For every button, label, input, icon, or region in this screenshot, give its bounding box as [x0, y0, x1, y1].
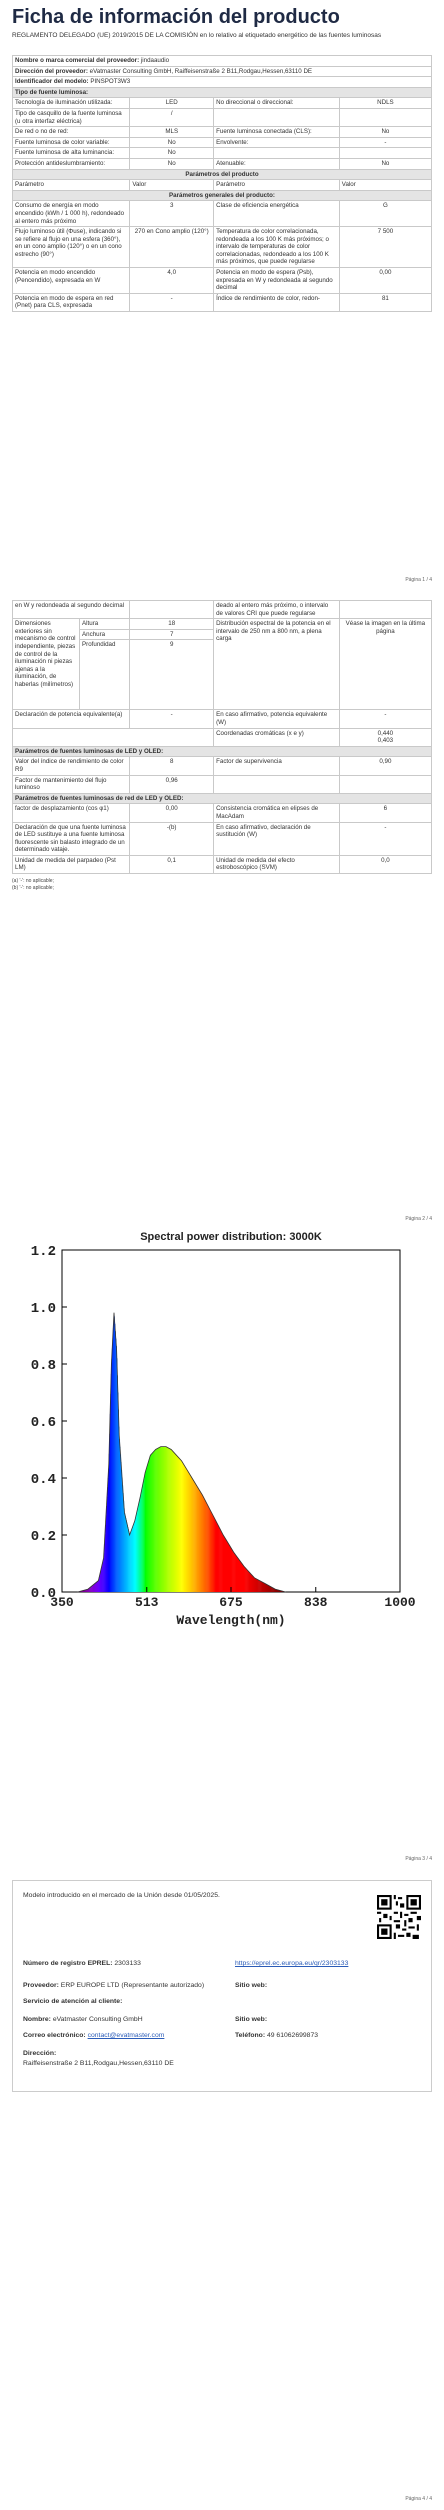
equiv-label: Declaración de potencia equivalente(a)	[13, 710, 130, 728]
param-label: Consumo de energía en modo encendido (kWh / 1 000 h), redondeado al entero más próximo	[13, 201, 130, 227]
address-label: Dirección:	[23, 2050, 57, 2057]
dims-label: Dimensiones exteriores sin mecanismo de control independiente, piezas de control de la iluminación ni piezas ajenas a la iluminación, de haberlas (milímetros)	[13, 619, 80, 710]
eprel-link[interactable]: https://eprel.ec.europa.eu/qr/2303133	[235, 1960, 349, 1967]
params-header: Parámetros del producto	[13, 169, 432, 180]
col-value-2: Valor	[339, 180, 431, 191]
param-value: No	[339, 158, 431, 169]
dims-row-1	[13, 619, 432, 630]
dim-value: 9	[130, 640, 214, 710]
page-number: Página 4 / 4	[405, 2496, 432, 2502]
table-row	[13, 137, 432, 148]
type-header: Tipo de fuente luminosa:	[13, 87, 432, 98]
chroma-value: 0,440 0,403	[339, 728, 431, 746]
param-value: -	[339, 822, 431, 855]
dim-name: Anchura	[80, 629, 130, 640]
table-row	[13, 158, 432, 169]
param-value: No	[130, 148, 214, 159]
param-label: Protección antideslumbramiento:	[13, 158, 130, 169]
x-tick-label: 1000	[384, 1595, 416, 1610]
table-row	[13, 804, 432, 822]
param-label	[214, 775, 340, 793]
chart-title: Spectral power distribution: 3000K	[140, 1231, 322, 1243]
param-label: Flujo luminoso útil (Φuse), indicando si se refiere al flujo en una esfera (360°), en un cono amplio (120°) o en un cono estrecho (90°)	[13, 227, 130, 268]
param-value: No	[130, 158, 214, 169]
cont-value-1	[130, 601, 214, 619]
param-label: Índice de rendimiento de color, redon-	[214, 293, 340, 311]
param-value: 7 500	[339, 227, 431, 268]
footnote-a: (a) '-': no aplicable;	[12, 878, 54, 885]
param-label: No direccional o direccional:	[214, 98, 340, 109]
table-row	[13, 108, 432, 126]
qr-code-icon[interactable]	[377, 1895, 421, 1939]
led-rows	[13, 757, 432, 793]
param-label: Unidad de medida del parpadeo (Pst LM)	[13, 855, 130, 873]
page-3	[0, 1230, 444, 1870]
equiv-value: -	[130, 710, 214, 728]
model-row	[13, 77, 432, 88]
param-label: Tecnología de iluminación utilizada:	[13, 98, 130, 109]
param-value: -	[339, 137, 431, 148]
param-label: Fuente luminosa de alta luminancia:	[13, 148, 130, 159]
table-row	[13, 98, 432, 109]
eprel-info-box	[12, 1880, 432, 2092]
y-tick-label: 0.0	[30, 1586, 56, 1602]
param-label: Fuente luminosa de color variable:	[13, 137, 130, 148]
email-label: Correo electrónico:	[23, 2032, 86, 2039]
x-tick-label: 513	[135, 1595, 159, 1610]
param-value: LED	[130, 98, 214, 109]
chroma-row	[13, 728, 432, 746]
supplier-row	[23, 1981, 204, 1990]
col-value-1: Valor	[130, 180, 214, 191]
model-value: PINSPOT3W3	[90, 78, 131, 86]
phone-row	[235, 2031, 318, 2040]
page-number: Página 1 / 4	[405, 577, 432, 583]
table-row	[13, 148, 432, 159]
regulation-subtitle: REGLAMENTO DELEGADO (UE) 2019/2015 DE LA COMISIÓN en lo relativo al etiquetado energético de las fuentes luminosas	[12, 32, 382, 39]
param-value: NDLS	[339, 98, 431, 109]
param-value: 81	[339, 293, 431, 311]
supplier-address-value: eVatmaster Consulting GmbH, Raiffeisenstraße 2 B11,Rodgau,Hessen,63110 DE	[89, 67, 313, 75]
table-row	[13, 822, 432, 855]
model-label: Identificador del modelo:	[15, 78, 89, 86]
mains-rows	[13, 804, 432, 874]
equiv-value-2: -	[339, 710, 431, 728]
param-label	[214, 148, 340, 159]
supplier-address-row	[13, 66, 432, 77]
page-title: Ficha de información del producto	[12, 6, 340, 28]
email-link[interactable]: contact@evatmaster.com	[87, 2032, 165, 2039]
trade-mark-value: jindaaudio	[140, 57, 170, 64]
param-label: Envolvente:	[214, 137, 340, 148]
y-tick-label: 1.0	[30, 1301, 56, 1317]
trade-mark-row	[13, 56, 432, 67]
params-table-continued	[12, 600, 432, 874]
param-value: No	[339, 127, 431, 138]
table-row	[13, 855, 432, 873]
param-value: 270 en Cono amplio (120°)	[130, 227, 214, 268]
x-tick-label: 350	[50, 1595, 74, 1610]
x-tick-label: 675	[219, 1595, 243, 1610]
param-label: Valor del índice de rendimiento de color R9	[13, 757, 130, 775]
table-row	[13, 757, 432, 775]
table-row	[13, 201, 432, 227]
eprel-label: Número de registro EPREL:	[23, 1960, 113, 1967]
led-header: Parámetros de fuentes luminosas de LED y OLED:	[13, 746, 432, 757]
page-2	[0, 590, 444, 1230]
param-value: MLS	[130, 127, 214, 138]
trade-mark-label: Nombre o marca comercial del proveedor:	[15, 57, 140, 64]
param-label: Tipo de casquillo de la fuente luminosa (u otra interfaz eléctrica)	[13, 108, 130, 126]
page-number: Página 3 / 4	[405, 1856, 432, 1862]
col-param-2: Parámetro	[214, 180, 340, 191]
cont-label-1: en W y redondeada al segundo decimal	[13, 601, 130, 619]
param-value: /	[130, 108, 214, 126]
table-row	[13, 227, 432, 268]
supplier-label: Proveedor:	[23, 1982, 59, 1989]
param-label: Declaración de que una fuente luminosa de LED sustituye a una fuente luminosa fluorescente sin balasto integrado de un determinado vataje.	[13, 822, 130, 855]
param-value: 0,00	[339, 268, 431, 294]
address-value: Raiffeisenstraße 2 B11,Rodgau,Hessen,63110 DE	[23, 2060, 174, 2067]
cont-label-2: deado al entero más próximo, o intervalo de valores CRI que puede regularse	[214, 601, 340, 619]
footnote-b: (b) '-': no aplicable;	[12, 885, 54, 892]
params-col-header	[13, 180, 432, 191]
param-value: 4,0	[130, 268, 214, 294]
page-number: Página 2 / 4	[405, 1216, 432, 1222]
param-value: -(b)	[130, 822, 214, 855]
page-4	[0, 1870, 444, 2510]
supplier-address-label: Dirección del proveedor:	[15, 67, 88, 75]
table-row	[13, 127, 432, 138]
param-value: 6	[339, 804, 431, 822]
param-label: Potencia en modo encendido (Pencendido), expresada en W	[13, 268, 130, 294]
market-date: Modelo introducido en el mercado de la Unión desde 01/05/2025.	[23, 1892, 220, 1899]
param-label: factor de desplazamiento (cos φ1)	[13, 804, 130, 822]
name-label: Nombre:	[23, 2016, 51, 2023]
param-value	[339, 108, 431, 126]
equiv-row	[13, 710, 432, 728]
website-label-2: Sitio web:	[235, 2016, 268, 2023]
table-row	[13, 268, 432, 294]
email-row	[23, 2031, 164, 2040]
param-label: Factor de mantenimiento del flujo luminoso	[13, 775, 130, 793]
y-tick-label: 0.6	[30, 1415, 56, 1431]
supplier-table	[12, 55, 432, 312]
spd-value: Véase la imagen en la última página	[339, 619, 431, 710]
param-value	[339, 148, 431, 159]
param-label	[214, 108, 340, 126]
table-row	[13, 775, 432, 793]
param-label: Consistencia cromática en elipses de MacAdam	[214, 804, 340, 822]
type-rows	[13, 98, 432, 169]
param-value: 8	[130, 757, 214, 775]
x-axis-label: Wavelength(nm)	[176, 1613, 286, 1628]
mains-header: Parámetros de fuentes luminosas de red de LED y OLED:	[13, 793, 432, 804]
phone-label: Teléfono:	[235, 2032, 266, 2039]
param-label: Factor de supervivencia	[214, 757, 340, 775]
table-row	[13, 293, 432, 311]
eprel-row	[23, 1959, 141, 1968]
param-label: Clase de eficiencia energética	[214, 201, 340, 227]
param-value: No	[130, 137, 214, 148]
chroma-label: Coordenadas cromáticas (x e y)	[214, 728, 340, 746]
param-value: G	[339, 201, 431, 227]
continued-row	[13, 601, 432, 619]
param-label: Temperatura de color correlacionada, redondeada a los 100 K más próximos; o intervalo de temperaturas de color correlacionadas, redondeado a los 100 K más próximos, que puede regularse	[214, 227, 340, 268]
dim-value: 18	[130, 619, 214, 630]
spd-label: Distribución espectral de la potencia en el intervalo de 250 nm a 800 nm, a plena carga	[214, 619, 340, 710]
dim-value: 7	[130, 629, 214, 640]
param-label: Potencia en modo de espera (Psb), expresada en W y redondeada al segundo decimal	[214, 268, 340, 294]
customer-service-header: Servicio de atención al cliente:	[23, 1998, 123, 2005]
param-label: Fuente luminosa conectada (CLS):	[214, 127, 340, 138]
param-label: Potencia en modo de espera en red (Pnet) para CLS, expresada	[13, 293, 130, 311]
phone-value: 49 61062699873	[266, 2032, 318, 2039]
x-tick-label: 838	[304, 1595, 328, 1610]
param-value	[339, 775, 431, 793]
param-value: 3	[130, 201, 214, 227]
param-label: En caso afirmativo, declaración de sustitución (W)	[214, 822, 340, 855]
cont-value-2	[339, 601, 431, 619]
y-tick-label: 0.2	[30, 1529, 56, 1545]
param-label: Atenuable:	[214, 158, 340, 169]
param-value: 0,90	[339, 757, 431, 775]
general-rows	[13, 201, 432, 312]
y-tick-label: 0.8	[30, 1358, 56, 1374]
spectrum-chart	[0, 1230, 444, 1630]
equiv-label-2: En caso afirmativo, potencia equivalente (W)	[214, 710, 340, 728]
supplier-value: ERP EUROPE LTD (Representante autorizado)	[60, 1982, 205, 1989]
param-value: 0,0	[339, 855, 431, 873]
website-label: Sitio web:	[235, 1982, 268, 1989]
page-1	[0, 0, 444, 590]
param-value: 0,96	[130, 775, 214, 793]
contact-name-row	[23, 2015, 143, 2024]
col-param-1: Parámetro	[13, 180, 130, 191]
y-tick-label: 1.2	[30, 1244, 56, 1260]
param-value: 0,1	[130, 855, 214, 873]
param-value: 0,00	[130, 804, 214, 822]
general-header: Parámetros generales del producto:	[13, 190, 432, 201]
param-value: -	[130, 293, 214, 311]
param-label: Unidad de medida del efecto estroboscópico (SVM)	[214, 855, 340, 873]
y-tick-label: 0.4	[30, 1472, 56, 1488]
name-value: eVatmaster Consulting GmbH	[52, 2016, 143, 2023]
eprel-number: 2303133	[114, 1960, 141, 1967]
param-label: De red o no de red:	[13, 127, 130, 138]
dim-name: Altura	[80, 619, 130, 630]
dim-name: Profundidad	[80, 640, 130, 710]
